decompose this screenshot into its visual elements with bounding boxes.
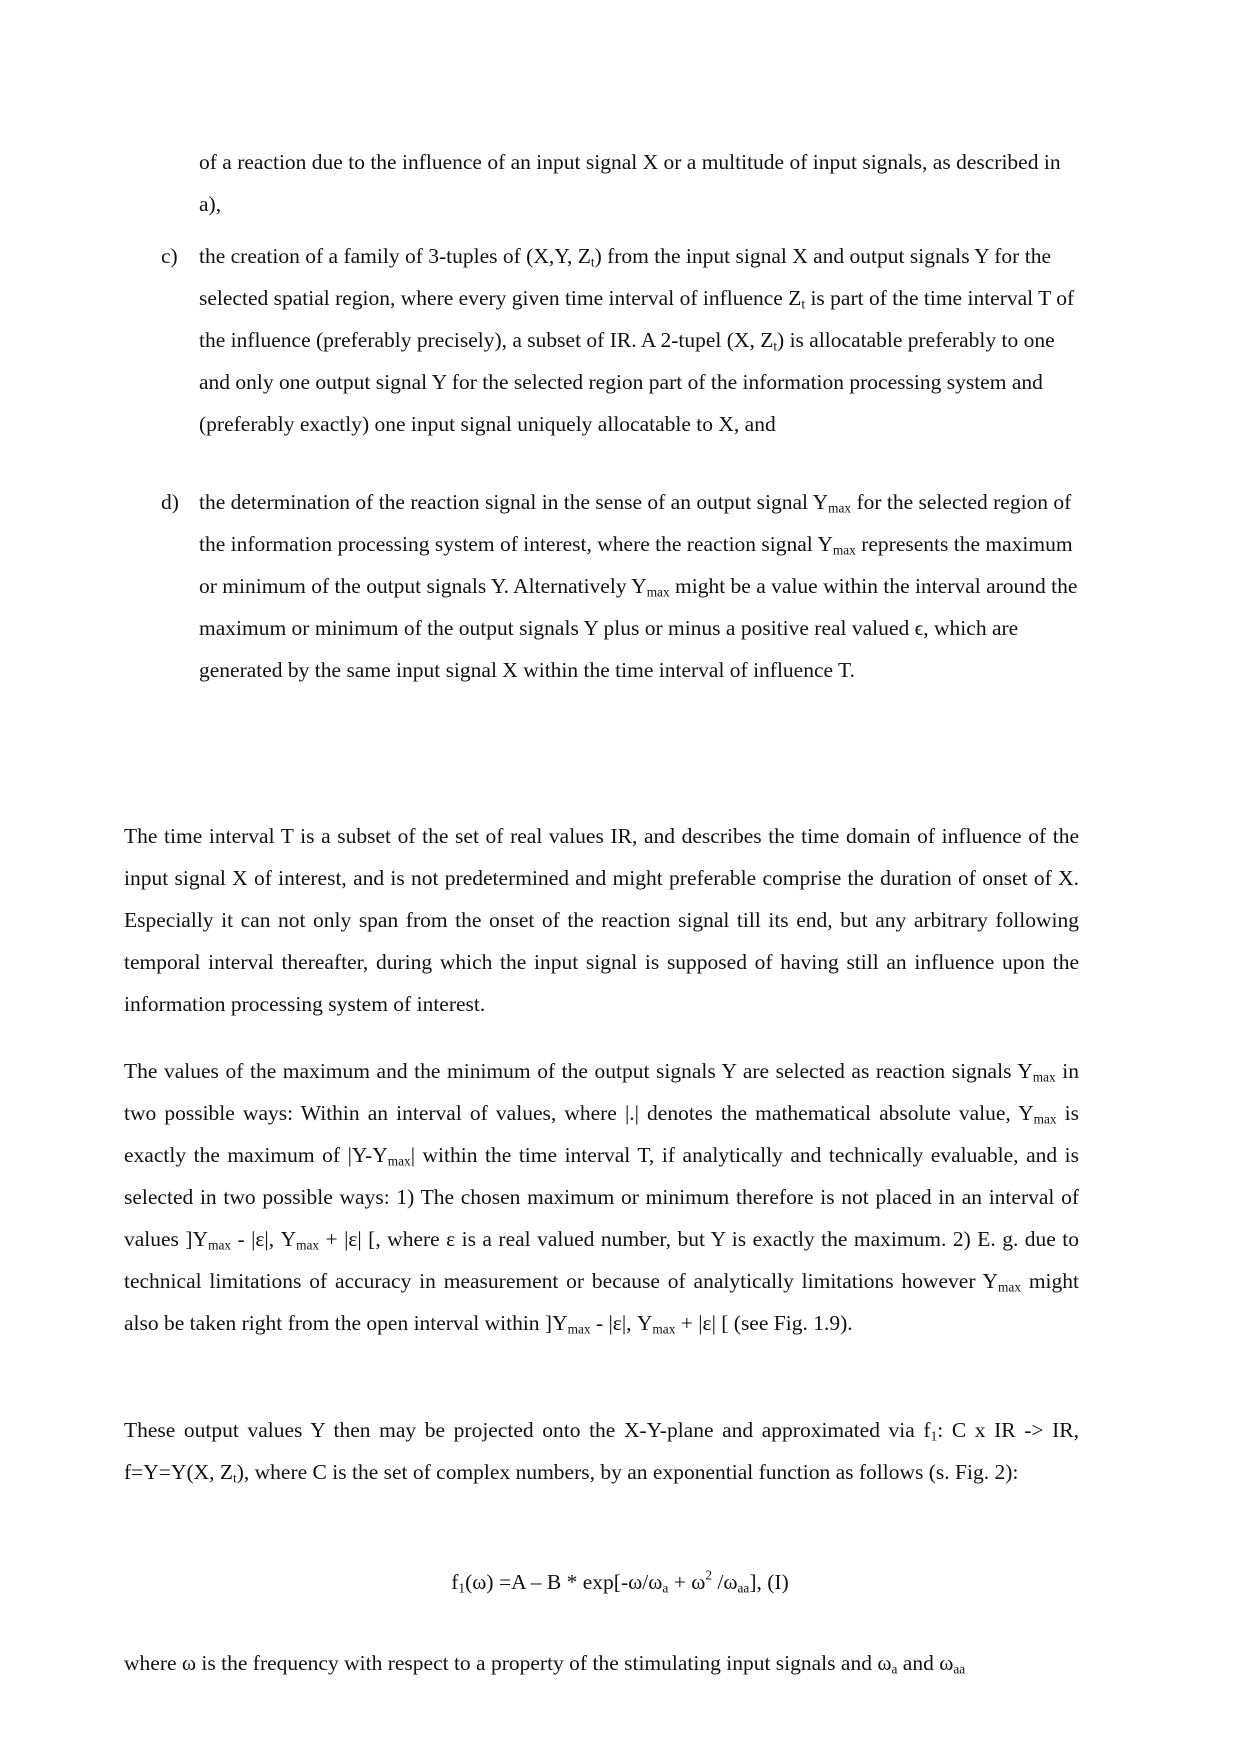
paragraph-time-interval: The time interval T is a subset of the set of real values IR, and describes the time domain of influence of the input signal X of interest, and is not predetermined and might preferable comprise the duration of onset of X. Especially it can not only span from the onset of the reaction signal till its end, but any arbitrary following temporal interval thereafter, during which the input signal is supposed of having still an influence upon the information processing system of interest. (124, 824, 1079, 1016)
item-c-label: c) (161, 244, 178, 268)
paragraph-frequency: where ω is the frequency with respect to a property of the stimulating input signals and $\omega_a$ and $\omega_{aa}$ (124, 1651, 966, 1677)
list-item-d: the determination of the reaction signal in the sense of an output signal $Y_{max}$ for the selected region of the information processing system of interest, where the reaction signal $Y_{max}$ represents the maximum or minimum of the output signals Y. Alternatively $Y_{max}$ might be a value within the interval around the maximum or minimum of the output signals Y plus or minus a positive real valued ϵ, which are generated by the same input signal X within the time interval of influence T. (199, 490, 1078, 682)
paragraph-projection: These output values Y then may be projected onto the X-Y-plane and approximated via $f_1$: C x IR -> IR, f=Y=Y(X, $Z_t$), where C is the set of complex numbers, by an exponential function as follows (s. Fig. 2): (124, 1418, 1079, 1486)
equation-I: $f_1(\omega) =A - B * \exp[-\omega/\omega_a + \omega^2$ $/\omega_{aa}$], (I) (451, 1567, 789, 1596)
paragraph-reaction-signals: The values of the maximum and the minimum of the output signals Y are selected as reaction signals $Y_{max}$ in two possible ways: Within an interval of values, where |.| denotes the mathematical absolute value, $Y_{max}$ is exactly the maximum of $|Y-Y_{max}|$ within the time interval T, if analytically and technically evaluable, and is selected in two possible ways: 1) The chosen maximum or minimum therefore is not placed in an interval of values ]$Y_{max} - |\varepsilon|$, $Y_{max} + |\varepsilon|$ [, where ε is a real valued number, but Y is exactly the maximum. 2) E. g. due to technical limitations of accuracy in measurement or because of analytically limitations however $Y_{max}$ might also be taken right from the open interval within ]$Y_{max} - |\varepsilon|$, $Y_{max} + |\varepsilon|$ [ (see Fig. 1.9). (124, 1059, 1080, 1337)
item-d-label: d) (161, 490, 179, 514)
continuation-item-b (199, 141, 1079, 225)
continuation-text: of a reaction due to the influence of an input signal X or a multitude of input signals, as described in a), (199, 150, 1061, 216)
list-item-c: the creation of a family of 3-tuples of (X,Y, $Z_t$) from the input signal X and output signals Y for the selected spatial region, where every given time interval of influence $Z_t$ is part of the time interval T of the influence (preferably precisely), a subset of IR. A 2-tupel (X, $Z_t$) is allocatable preferably to one and only one output signal Y for the selected region part of the information processing system and (preferably exactly) one input signal uniquely allocatable to X, and (199, 244, 1075, 436)
